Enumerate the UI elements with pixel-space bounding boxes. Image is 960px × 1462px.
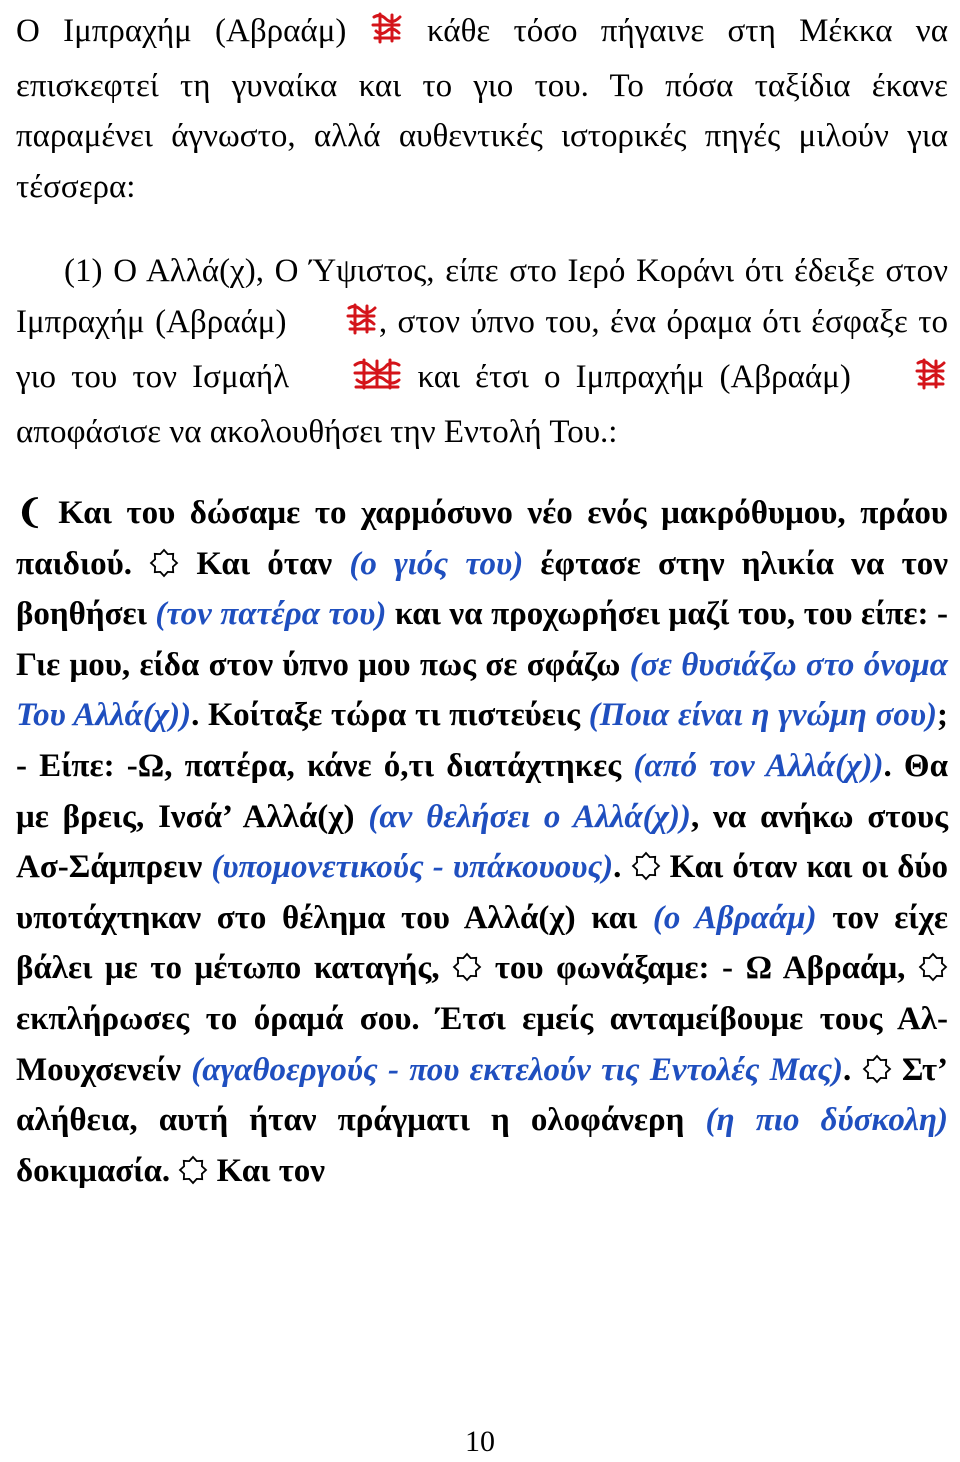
paragraph-2 [16,246,948,458]
ayah-star-icon [862,1054,892,1084]
verse-text-2: Και όταν [196,545,333,582]
honorific-glyph-icon [370,10,404,61]
verse-text-13: εκπλήρωσες το όραμά σου. Έτσι εμείς ανταμείβουμε τους Αλ-Μουχσενείν [16,1000,948,1088]
verse-text-1: Και του δώσαμε το χαρμόσυνο νέο ενός μακρόθυμου, πράου παιδιού. [16,495,948,582]
honorific-glyph-icon [297,301,379,352]
verse-text-4: και να προχωρήσει μαζί του, του είπε: - Γιε μου, είδα στον ύπνο μου πως σε σφάζω [16,596,949,683]
honorific-glyph-icon [304,356,402,407]
ayah-star-icon [631,851,661,881]
verse-text-17: Και τον [216,1152,326,1189]
verse-gloss-2: (τον πατέρα του) [155,596,387,633]
p2-text-2: , στον ύπνο του, ένα όραμα ότι έσφαξε το γιο του τον Ισμαήλ [16,304,948,395]
page-number: 10 [465,1425,495,1458]
verse-text-15: Στ’ αλήθεια, αυτή ήταν πράγματι η ολοφάνερη [16,1051,949,1139]
verse-gloss-5: (από τον Αλλά(χ)) [633,747,884,784]
verse-text-7: . Θα με βρεις, Ινσά’ Αλλά(χ) [16,747,948,835]
p1-text-1: Ο Ιμπραχήμ (Αβραάμ) [16,13,347,49]
verse-text-16: δοκιμασία. [16,1152,171,1189]
verse-text-6: ; - Είπε: -Ω, πατέρα, κάνε ό,τι διατάχτηκες [16,697,948,784]
verse-gloss-6: (αν θελήσει ο Αλλά(χ)) [368,798,691,835]
verse-gloss-9: (αγαθοεργούς - που εκτελούν τις Εντολές Μας) [191,1051,844,1088]
verse-text-9: . [613,849,622,886]
ayah-star-icon [918,952,948,982]
ayah-star-icon [149,548,179,578]
verse-text-3: έφτασε στην ηλικία να τον βοηθήσει [16,545,948,633]
p2-text-4: αποφάσισε να ακολουθήσει την Εντολή Του.: [16,414,618,450]
p2-text-3: και έτσι ο Ιμπραχήμ (Αβραάμ) [417,359,851,395]
verse-gloss-8: (ο Αβραάμ) [652,899,817,936]
page-content [16,6,948,1196]
verse-gloss-1: (ο γιός του) [349,545,524,582]
verse-gloss-4: (Ποια είναι η γνώμη σου) [588,697,937,734]
verse-text-12: του φωνάξαμε: - Ω Αβραάμ, [494,950,906,987]
quran-verse [16,488,948,1196]
verse-open-bracket: ❨ [16,495,44,531]
verse-text-10: Και όταν και οι δύο υποτάχτηκαν στο θέλημα του Αλλά(χ) και [16,849,949,936]
p2-text-1: (1) Ο Αλλά(χ), Ο Ύψιστος, είπε στο Ιερό Κοράνι ότι έδειξε στον Ιμπραχήμ (Αβραάμ) [16,253,948,340]
verse-text-8: , να ανήκω στους Ασ-Σάμπρειν [16,798,949,886]
verse-gloss-7: (υπομονετικούς - υπάκουους) [211,849,614,886]
ayah-star-icon [178,1155,208,1185]
verse-text-5: . Κοίταξε τώρα τι πιστεύεις [191,697,581,734]
ayah-star-icon [452,952,482,982]
p1-text-2: κάθε τόσο πήγαινε στη Μέκκα να επισκεφτεί τη γυναίκα και το γιο του. Το πόσα ταξίδια έκανε παραμένει άγνωστο, αλλά αυθεντικές ιστορικές πηγές μιλούν για τέσσερα: [16,13,949,205]
verse-gloss-3: (σε θυσιάζω στο όνομα Του Αλλά(χ)) [16,646,948,734]
paragraph-1 [16,6,948,212]
verse-text-14: . [843,1051,852,1088]
verse-gloss-10: (η πιο δύσκολη) [705,1102,948,1139]
verse-text-11: τον είχε βάλει με το μέτωπο καταγής, [16,899,948,987]
honorific-glyph-icon [866,356,948,407]
